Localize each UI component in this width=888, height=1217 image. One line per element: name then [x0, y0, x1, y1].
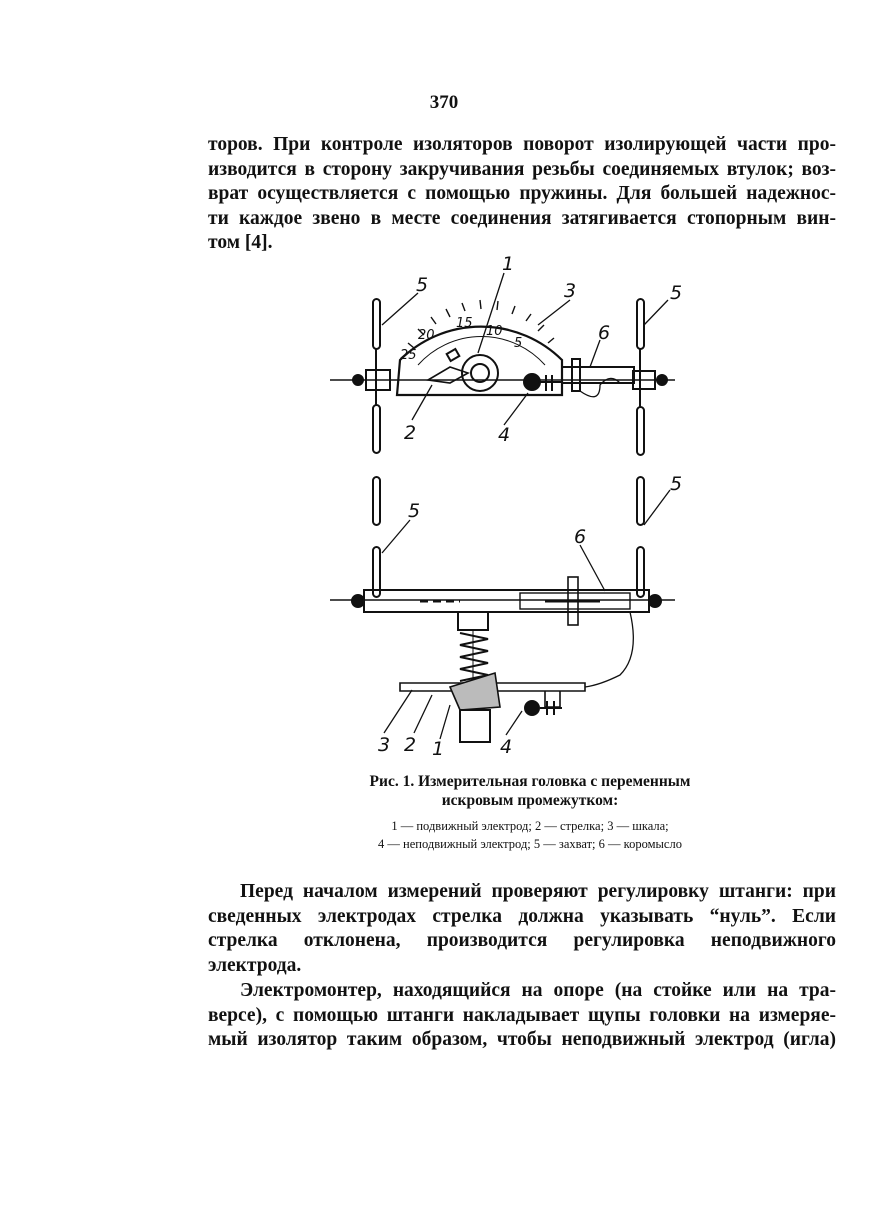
legend-line: 4 — неподвижный электрод; 5 — захват; 6 — коромысло: [378, 837, 682, 851]
text-line: Перед началом измерений проверяют регулировку штанги: при: [240, 881, 836, 902]
caption-line: Рис. 1. Измерительная головка с переменным: [369, 773, 691, 790]
callout-lower-4: 4: [500, 736, 513, 758]
caption-line: искровым промежутком:: [441, 792, 619, 809]
grip-bar-left-lower-view-top: [373, 477, 380, 525]
paragraph-top: [208, 133, 836, 256]
scale-mark-5: 5: [514, 336, 523, 351]
text-line: врат осуществляется с помощью пружины. Для большей надежнос-: [208, 183, 836, 205]
callout-lower-6: 6: [574, 526, 587, 548]
figure-legend: [220, 817, 840, 853]
grip-bar-left-lower: [373, 405, 380, 453]
scale-mark-15: 15: [456, 316, 473, 331]
figure-measuring-head: [300, 255, 740, 765]
grip-bar-right-upper: [637, 299, 644, 349]
callout-lower-1: 1: [432, 738, 445, 760]
page-number: 370: [429, 92, 459, 113]
callout-lower-2: 2: [404, 734, 417, 756]
scale-mark-10: 10: [486, 324, 503, 339]
text-line: торов. При контроле изоляторов поворот изолирующей части про-: [208, 134, 836, 155]
callout-upper-4: 4: [498, 424, 511, 446]
text-line: стрелка отклонена, производится регулировка неподвижного: [208, 930, 836, 952]
callout-upper-1: 1: [502, 255, 515, 275]
text-line: мый изолятор таким образом, чтобы неподвижный электрод (игла): [208, 1029, 836, 1051]
callout-upper-2: 2: [404, 422, 417, 444]
technical-drawing: [300, 255, 740, 765]
paragraph-bottom-1: [208, 880, 836, 978]
text-line: изводится в сторону закручивания резьбы соединяемых втулок; воз-: [208, 158, 836, 180]
text-line: том [4].: [208, 232, 273, 254]
paragraph-bottom-2: [208, 979, 836, 1053]
text-line: Электромонтер, находящийся на опоре (на стойке или на тра-: [240, 980, 836, 1001]
scale-mark-25: 25: [400, 348, 417, 363]
grip-bar-left-upper: [373, 299, 380, 349]
grip-bar-right-lower-view-top: [637, 477, 644, 525]
callout-upper-5-left: 5: [416, 274, 429, 296]
callout-lower-5-right: 5: [670, 473, 683, 495]
text-line: сведенных электродах стрелка должна указывать “нуль”. Если: [208, 905, 836, 927]
text-line: ти каждое звено в месте соединения затягивается стопорным вин-: [208, 207, 836, 229]
callout-upper-6: 6: [598, 322, 611, 344]
callout-lower-3: 3: [378, 734, 391, 756]
callout-lower-5-left: 5: [408, 500, 421, 522]
callout-upper-5-right: 5: [670, 282, 683, 304]
legend-line: 1 — подвижный электрод; 2 — стрелка; 3 — шкала;: [391, 819, 669, 833]
callout-upper-3: 3: [564, 280, 577, 302]
text-line: электрода.: [208, 954, 302, 976]
scale-mark-20: 20: [418, 328, 435, 343]
figure-caption: [220, 772, 840, 810]
grip-bar-right-lower: [637, 407, 644, 455]
text-line: версе), с помощью штанги накладывает щупы головки на измеряе-: [208, 1004, 836, 1026]
